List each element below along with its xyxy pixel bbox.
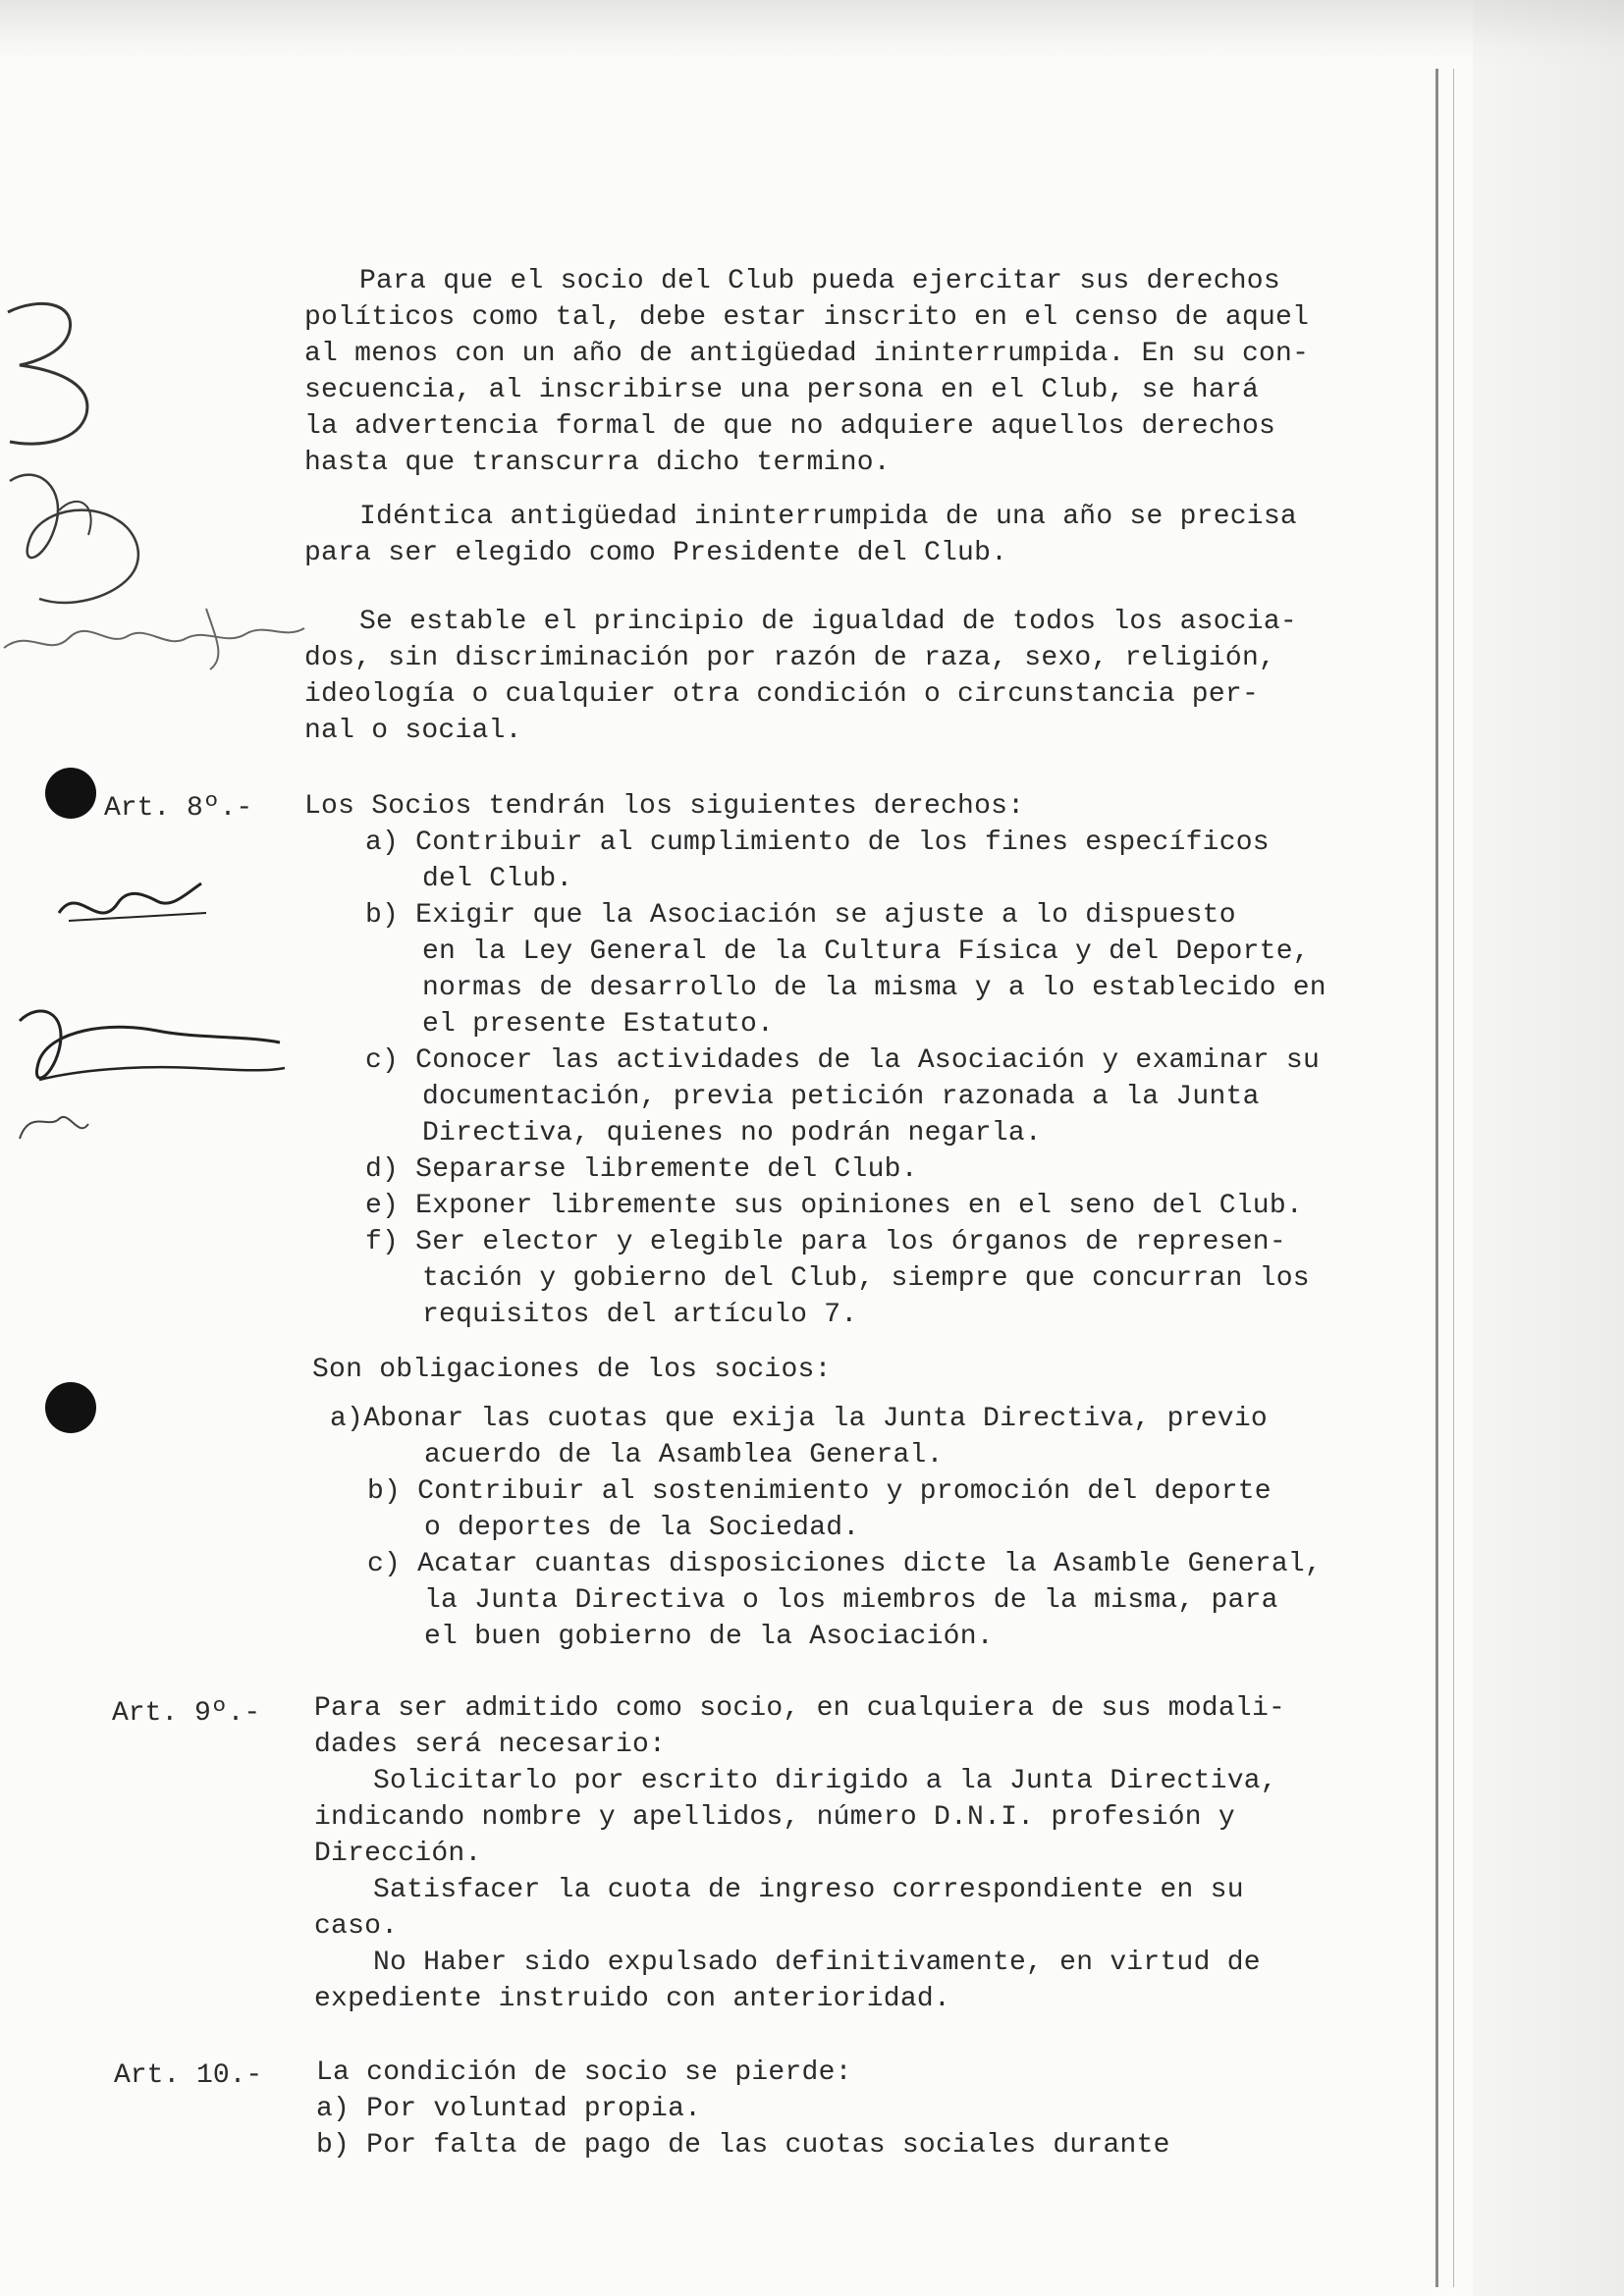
punch-hole-top bbox=[45, 768, 96, 819]
article-8-label: Art. 8º.- bbox=[104, 793, 253, 824]
paragraph-1-line-4: secuencia, al inscribirse una persona en el Club, se hará bbox=[304, 375, 1260, 405]
right-c-line-3: Directiva, quienes no podrán negarla. bbox=[422, 1118, 1042, 1148]
paragraph-3-line-3: ideología o cualquier otra condición o circunstancia per- bbox=[304, 679, 1260, 710]
right-a-line-2: del Club. bbox=[422, 864, 573, 894]
right-d: d) Separarse libremente del Club. bbox=[365, 1154, 918, 1185]
right-f-line-3: requisitos del artículo 7. bbox=[422, 1300, 858, 1330]
right-b-line-3: normas de desarrollo de la misma y a lo establecido en bbox=[422, 973, 1326, 1003]
article-9-line-2: dades será necesario: bbox=[314, 1730, 667, 1760]
page-edge-line bbox=[1435, 69, 1438, 2287]
paragraph-1-line-3: al menos con un año de antigüedad ininterrumpida. En su con- bbox=[304, 339, 1310, 369]
article-10-line-2: a) Por voluntad propia. bbox=[316, 2094, 702, 2124]
paragraph-3-line-1: Se estable el principio de igualdad de todos los asocia- bbox=[359, 607, 1297, 637]
paragraph-3-line-4: nal o social. bbox=[304, 716, 522, 746]
obligation-a-line-2: acuerdo de la Asamblea General. bbox=[424, 1440, 944, 1470]
paragraph-1-line-1: Para que el socio del Club pueda ejercitar sus derechos bbox=[359, 266, 1280, 296]
article-10-line-1: La condición de socio se pierde: bbox=[316, 2057, 852, 2088]
article-8-intro: Los Socios tendrán los siguientes derechos: bbox=[304, 791, 1025, 822]
obligation-c-line-2: la Junta Directiva o los miembros de la misma, para bbox=[424, 1585, 1278, 1616]
article-9-label: Art. 9º.- bbox=[112, 1698, 261, 1729]
article-9-line-8: No Haber sido expulsado definitivamente, en virtud de bbox=[373, 1948, 1261, 1978]
article-9-line-7: caso. bbox=[314, 1911, 399, 1942]
handwritten-page-number-3 bbox=[0, 294, 108, 452]
paragraph-2-line-1: Idéntica antigüedad ininterrumpida de una año se precisa bbox=[359, 502, 1297, 532]
article-10-label: Art. 10.- bbox=[114, 2060, 263, 2091]
article-9-line-3: Solicitarlo por escrito dirigido a la Junta Directiva, bbox=[373, 1766, 1277, 1796]
article-9-line-1: Para ser admitido como socio, en cualquiera de sus modali- bbox=[314, 1693, 1286, 1724]
article-9-line-9: expediente instruido con anterioridad. bbox=[314, 1984, 951, 2014]
obligation-b-line-1: b) Contribuir al sostenimiento y promoción del deporte bbox=[367, 1476, 1272, 1507]
right-f-line-2: tación y gobierno del Club, siempre que concurran los bbox=[422, 1263, 1310, 1294]
obligation-c-line-1: c) Acatar cuantas disposiciones dicte la Asamble General, bbox=[367, 1549, 1323, 1579]
right-b-line-4: el presente Estatuto. bbox=[422, 1009, 775, 1040]
handwritten-date-note bbox=[0, 589, 314, 677]
page-edge-line-secondary bbox=[1453, 69, 1454, 2287]
right-a-line-1: a) Contribuir al cumplimiento de los fines específicos bbox=[365, 828, 1270, 858]
paragraph-1-line-2: políticos como tal, debe estar inscrito en el censo de aquel bbox=[304, 302, 1310, 333]
obligation-a-line-1: a)Abonar las cuotas que exija la Junta Directiva, previo bbox=[330, 1404, 1268, 1434]
handwritten-signature-initials bbox=[49, 864, 216, 942]
punch-hole-bottom bbox=[45, 1382, 96, 1433]
right-b-line-2: en la Ley General de la Cultura Física y del Deporte, bbox=[422, 936, 1310, 967]
right-c-line-2: documentación, previa petición razonada a la Junta bbox=[422, 1082, 1260, 1112]
article-9-line-6: Satisfacer la cuota de ingreso correspondiente en su bbox=[373, 1875, 1244, 1905]
right-c-line-1: c) Conocer las actividades de la Asociación y examinar su bbox=[365, 1045, 1321, 1076]
obligation-c-line-3: el buen gobierno de la Asociación. bbox=[424, 1622, 994, 1652]
paragraph-1-line-5: la advertencia formal de que no adquiere aquellos derechos bbox=[304, 411, 1276, 442]
right-f-line-1: f) Ser elector y elegible para los órganos de represen- bbox=[365, 1227, 1286, 1257]
right-b-line-1: b) Exigir que la Asociación se ajuste a lo dispuesto bbox=[365, 900, 1236, 931]
paragraph-3-line-2: dos, sin discriminación por razón de raza, sexo, religión, bbox=[304, 643, 1276, 673]
obligation-b-line-2: o deportes de la Sociedad. bbox=[424, 1513, 860, 1543]
handwritten-signature-bottom bbox=[0, 982, 295, 1168]
paragraph-1-line-6: hasta que transcurra dicho termino. bbox=[304, 448, 891, 478]
article-9-line-4: indicando nombre y apellidos, número D.N.I. profesión y bbox=[314, 1802, 1235, 1833]
paragraph-2-line-2: para ser elegido como Presidente del Club. bbox=[304, 538, 1008, 568]
scan-noise-top bbox=[0, 0, 1624, 69]
article-10-line-3: b) Por falta de pago de las cuotas sociales durante bbox=[316, 2130, 1170, 2161]
article-9-line-5: Dirección. bbox=[314, 1839, 482, 1869]
scan-edge-right bbox=[1473, 0, 1624, 2296]
right-e: e) Exponer libremente sus opiniones en el seno del Club. bbox=[365, 1191, 1303, 1221]
obligations-intro: Son obligaciones de los socios: bbox=[312, 1355, 832, 1385]
